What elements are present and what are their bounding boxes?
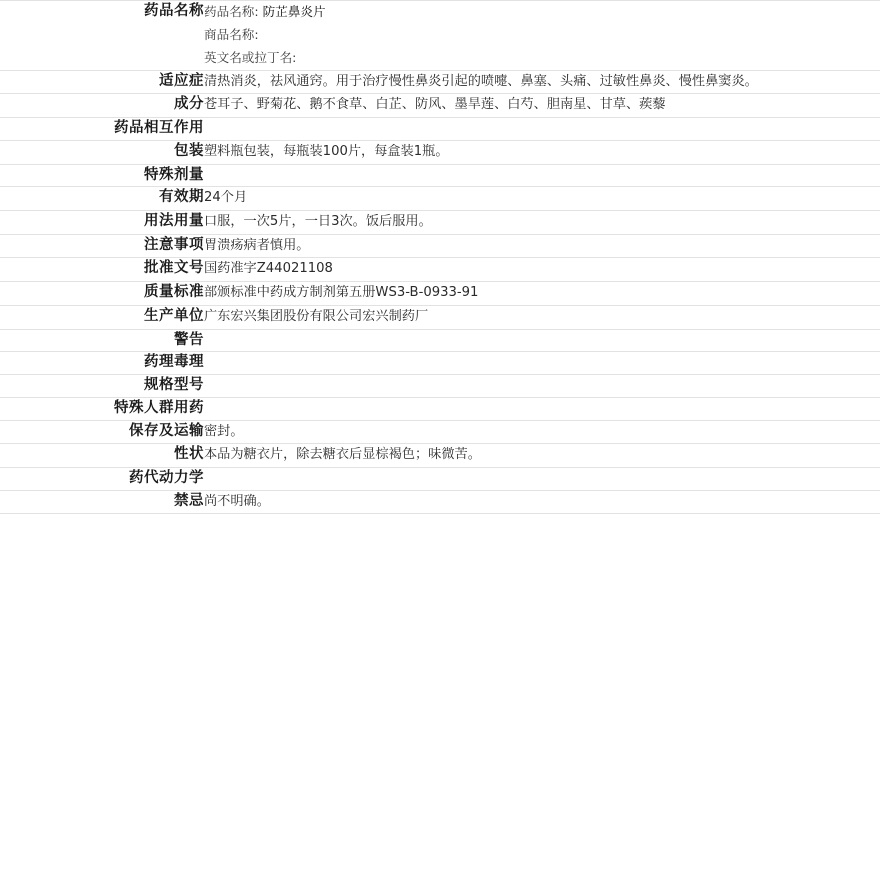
row-value (204, 164, 880, 187)
row-label: 性状 (174, 446, 204, 463)
row-label: 药品相互作用 (114, 120, 204, 137)
row-label: 药代动力学 (129, 469, 204, 486)
row-label: 生产单位 (144, 307, 204, 324)
row-value (204, 329, 880, 352)
row-value (204, 282, 880, 306)
row-label: 特殊人群用药 (114, 399, 204, 416)
row-value (204, 258, 880, 282)
table-row (0, 490, 880, 514)
row-value (204, 187, 880, 211)
name-sub-key: 英文名或拉丁名: (204, 49, 297, 65)
row-value (204, 234, 880, 258)
name-sub-line (204, 24, 880, 47)
row-value (204, 420, 880, 444)
table-row (0, 329, 880, 352)
table-row (0, 1, 880, 71)
row-label: 药理毒理 (144, 354, 204, 371)
row-value-text: 本品为糖衣片，除去糖衣后显棕褐色；味微苦。 (204, 447, 481, 463)
row-value-text: 清热消炎，祛风通窍。用于治疗慢性鼻炎引起的喷嚏、鼻塞、头痛、过敏性鼻炎、慢性鼻窦炎。 (204, 73, 758, 89)
table-row (0, 164, 880, 187)
table-row (0, 352, 880, 375)
table-row (0, 258, 880, 282)
table-row (0, 211, 880, 235)
table-row (0, 70, 880, 94)
row-value (204, 397, 880, 420)
name-sub-key: 商品名称: (204, 26, 259, 42)
table-row (0, 375, 880, 398)
row-value-text: 尚不明确。 (204, 493, 270, 509)
table-row (0, 420, 880, 444)
row-value (204, 444, 880, 468)
row-value-text: 部颁标准中药成方制剂第五册WS3-B-0933-91 (204, 285, 479, 301)
table-row (0, 234, 880, 258)
row-label: 包装 (174, 142, 204, 159)
row-value (204, 305, 880, 329)
row-value-text: 苍耳子、野菊花、鹅不食草、白芷、防风、墨旱莲、白芍、胆南星、甘草、蒺藜 (204, 97, 666, 113)
table-row (0, 305, 880, 329)
row-value (204, 352, 880, 375)
name-sub-value: 防芷鼻炎片 (262, 4, 326, 19)
row-label: 警告 (174, 331, 204, 348)
row-value (204, 1, 880, 71)
row-value (204, 118, 880, 141)
row-value (204, 70, 880, 94)
table-row (0, 94, 880, 118)
row-value (204, 140, 880, 164)
table-row (0, 282, 880, 306)
row-value-text: 密封。 (204, 423, 244, 439)
row-label: 适应症 (159, 72, 204, 89)
row-value (204, 211, 880, 235)
table-row (0, 118, 880, 141)
row-value-text: 口服，一次5片，一日3次。饭后服用。 (204, 214, 432, 230)
page-bottom-spacer (0, 514, 880, 634)
table-row (0, 444, 880, 468)
row-value-text: 胃溃疡病者慎用。 (204, 237, 310, 253)
row-label: 成分 (174, 96, 204, 113)
row-value-text: 国药准字Z44021108 (204, 261, 333, 277)
row-label: 注意事项 (144, 236, 204, 253)
row-label: 质量标准 (144, 284, 204, 301)
table-row (0, 140, 880, 164)
name-sub-line (204, 1, 880, 24)
row-label: 有效期 (159, 189, 204, 206)
row-value (204, 375, 880, 398)
drug-info-table-body (0, 1, 880, 514)
row-value-text: 塑料瓶包装，每瓶装100片，每盒装1瓶。 (204, 143, 449, 159)
row-label: 特殊剂量 (144, 166, 204, 183)
row-value (204, 94, 880, 118)
row-label: 药品名称 (144, 3, 204, 19)
table-row (0, 187, 880, 211)
row-label: 禁忌 (174, 492, 204, 509)
row-label: 批准文号 (144, 260, 204, 277)
row-label: 用法用量 (144, 213, 204, 230)
row-value (204, 490, 880, 514)
row-value (204, 467, 880, 490)
row-value-text: 广东宏兴集团股份有限公司宏兴制药厂 (204, 308, 429, 324)
row-label: 规格型号 (144, 377, 204, 394)
table-row (0, 397, 880, 420)
name-sub-line (204, 47, 880, 70)
row-value-text: 24个月 (204, 190, 248, 206)
table-row (0, 467, 880, 490)
name-sub-key: 药品名称: (204, 4, 259, 19)
row-label: 保存及运输 (129, 422, 204, 439)
